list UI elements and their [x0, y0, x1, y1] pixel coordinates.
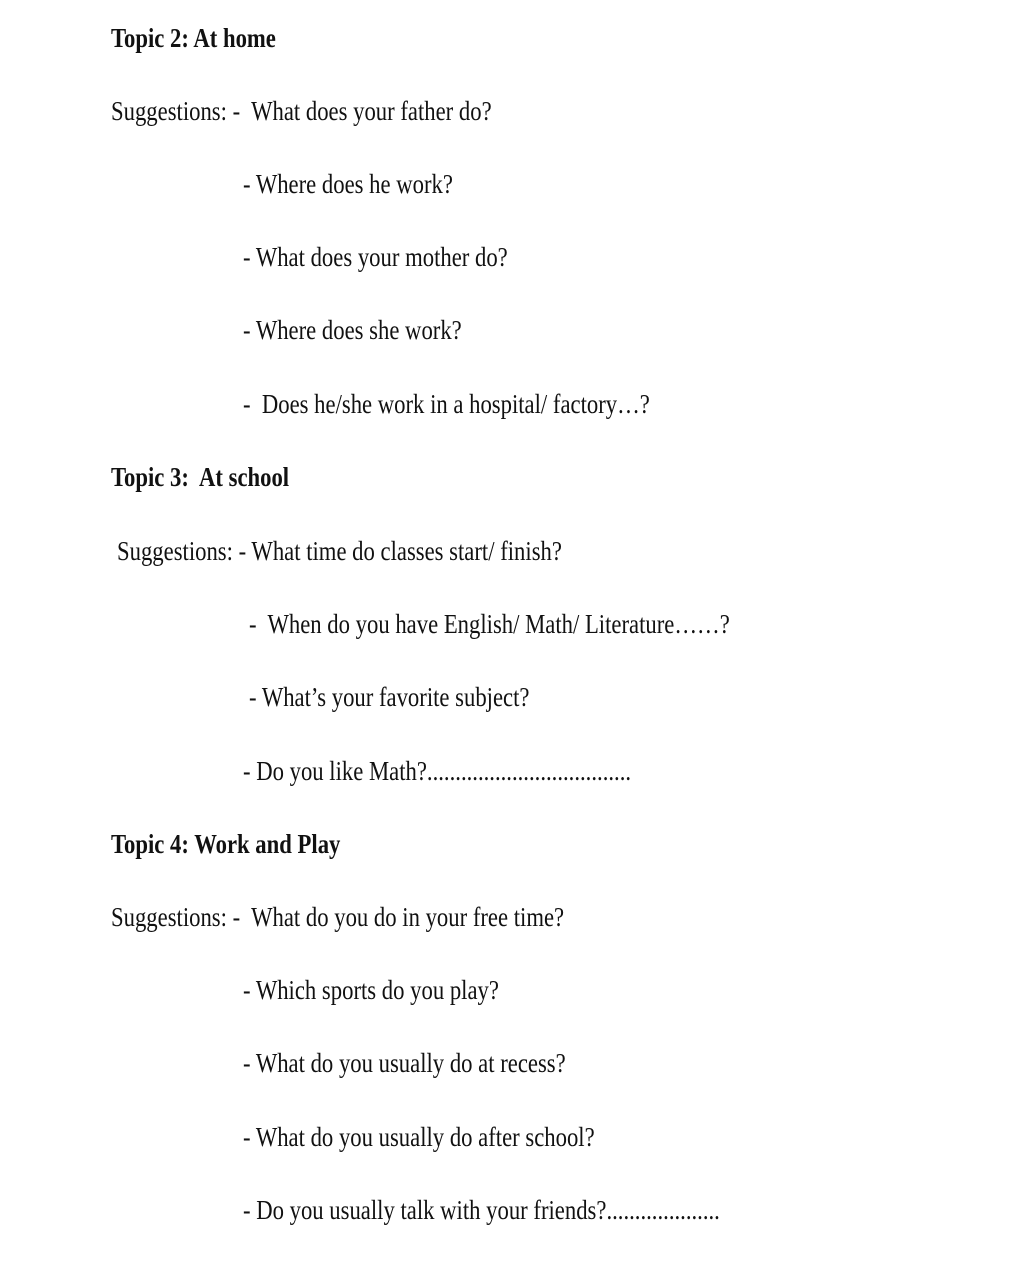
topic-3-suggestions-first: Suggestions: - What time do classes start/ finish? [117, 536, 562, 566]
topic-4-item: - What do you usually do at recess? [243, 1048, 566, 1078]
topic-4-item: - Which sports do you play? [243, 975, 499, 1005]
topic-2-item: - Does he/she work in a hospital/ factory…? [243, 389, 650, 419]
topic-4-heading: Topic 4: Work and Play [111, 829, 341, 859]
topic-2-item: - Where does he work? [243, 169, 453, 199]
topic-3-heading: Topic 3: At school [111, 462, 290, 492]
topic-2-item: - What does your mother do? [243, 242, 508, 272]
topic-3-item: - Do you like Math?.................................... [243, 756, 632, 786]
topic-2-item: - Where does she work? [243, 315, 462, 345]
topic-4-item: - What do you usually do after school? [243, 1122, 595, 1152]
topic-2-heading: Topic 2: At home [111, 23, 276, 53]
topic-3-item: - What’s your favorite subject? [249, 682, 530, 712]
topic-4-item: - Do you usually talk with your friends?.................... [243, 1195, 720, 1225]
topic-3-item: - When do you have English/ Math/ Literature……? [249, 609, 730, 639]
topic-4-suggestions-first: Suggestions: - What do you do in your free time? [111, 902, 565, 932]
topic-2-suggestions-first: Suggestions: - What does your father do? [111, 96, 492, 126]
